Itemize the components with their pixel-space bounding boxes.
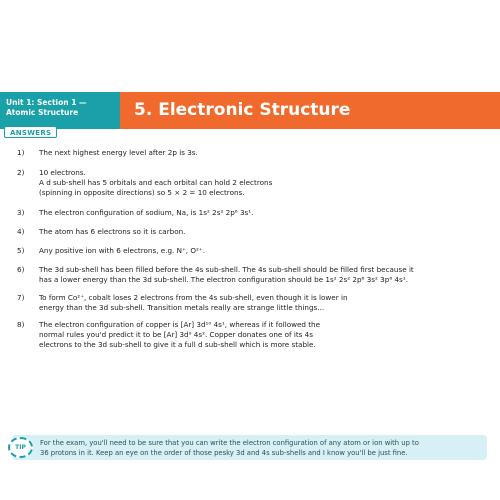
answer-line: energy than the 3d sub-shell. Transition metals really are strange little things... [39, 303, 325, 312]
answer-number: 4) [17, 227, 25, 236]
answer-text [39, 148, 483, 158]
answer-text [39, 320, 483, 350]
answer-line: 10 electrons. [39, 168, 86, 177]
answer-number: 6) [17, 265, 25, 274]
page-title: 5. Electronic Structure [120, 92, 500, 129]
answer-line: The next highest energy level after 2p is 3s. [39, 148, 198, 157]
section-header [0, 92, 500, 129]
answer-text [39, 227, 483, 237]
answer-number: 8) [17, 320, 25, 329]
answer-number: 3) [17, 208, 25, 217]
unit-badge [0, 92, 120, 129]
answer-number: 7) [17, 293, 25, 302]
answer-line: The 3d sub-shell has been filled before the 4s sub-shell. The 4s sub-shell should be filled first because it [39, 265, 414, 274]
answer-number: 2) [17, 168, 25, 177]
exam-tip-box [12, 435, 487, 460]
answer-line: The atom has 6 electrons so it is carbon. [39, 227, 186, 236]
answer-number: 1) [17, 148, 25, 157]
answer-number: 5) [17, 246, 25, 255]
answer-line: The electron configuration of sodium, Na, is 1s² 2s² 2p⁶ 3s¹. [39, 208, 254, 217]
tip-text [40, 438, 484, 458]
answers-label: ANSWERS [4, 126, 57, 138]
answer-line: A d sub-shell has 5 orbitals and each orbital can hold 2 electrons [39, 178, 273, 187]
answer-text [39, 265, 483, 285]
answer-line: has a lower energy than the 3d sub-shell. The electron configuration should be 1s² 2s² 2p⁶ 3s² 3p⁶ 4s¹. [39, 275, 408, 284]
unit-line-1: Unit 1: Section 1 — [6, 98, 87, 107]
answer-line: normal rules you'd predict it to be [Ar] 3d⁹ 4s². Copper donates one of its 4s [39, 330, 313, 339]
answer-line: The electron configuration of copper is [Ar] 3d¹⁰ 4s¹, whereas if it followed the [39, 320, 321, 329]
answer-text [39, 293, 483, 313]
answer-text [39, 208, 483, 218]
answer-line: Any positive ion with 6 electrons, e.g. N⁺, O²⁺. [39, 246, 205, 255]
tip-icon [8, 437, 33, 458]
answer-text [39, 168, 483, 198]
answer-line: To form Co²⁺, cobalt loses 2 electrons from the 4s sub-shell, even though it is lower in [39, 293, 348, 302]
answer-text [39, 246, 483, 256]
tip-line-1: For the exam, you'll need to be sure that you can write the electron configuration of any atom or ion with up to [40, 439, 419, 447]
tip-icon-label: TIP [15, 443, 26, 451]
tip-line-2: 36 protons in it. Keep an eye on the order of those pesky 3d and 4s sub-shells and I know you'll be just fine. [40, 449, 408, 457]
answer-line: (spinning in opposite directions) so 5 × 2 = 10 electrons. [39, 188, 245, 197]
unit-line-2: Atomic Structure [6, 108, 79, 117]
answers-list [17, 148, 487, 434]
answer-line: electrons to the 3d sub-shell to give it a full d sub-shell which is more stable. [39, 340, 316, 349]
